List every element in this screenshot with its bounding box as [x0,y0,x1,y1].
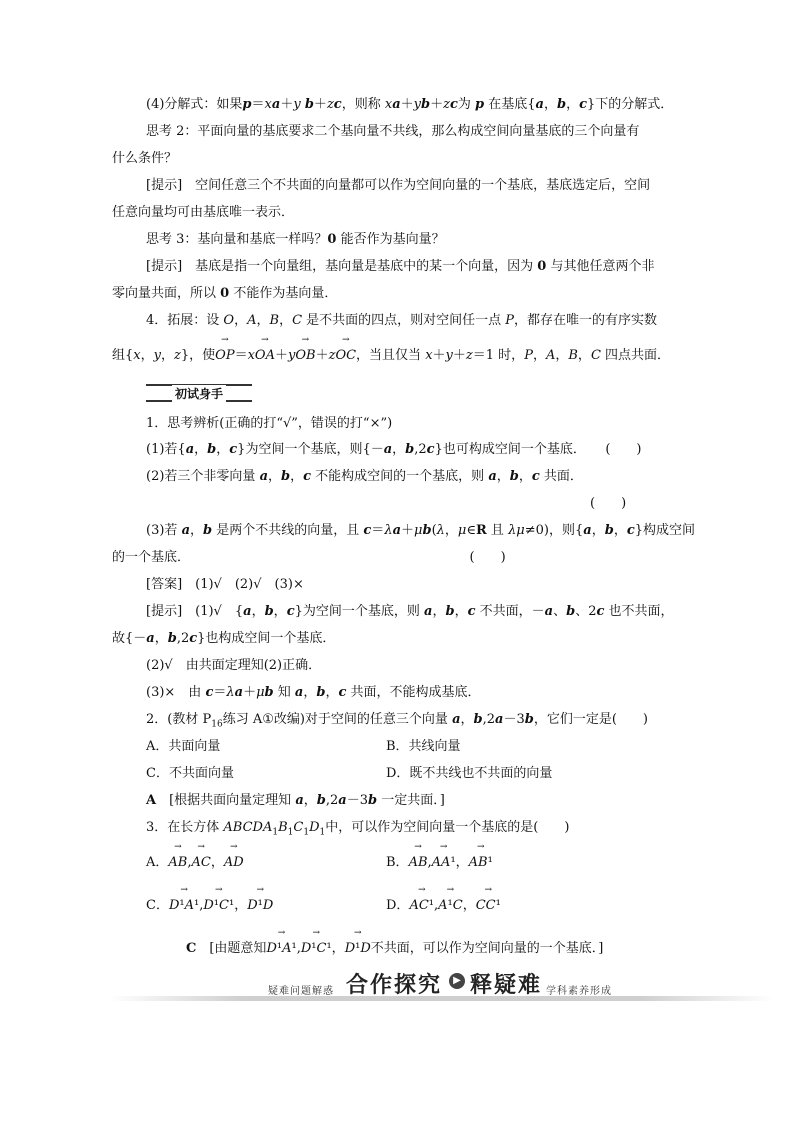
text-line-l18: [提示] (1)√ {a，b，c}为空间一个基底，则 a，b，c 不共面，－a、b、2c 也不共面， [146,604,674,619]
text-line-l25: C．不共面向量 [146,766,234,781]
text-line-l3: 什么条件？ [112,151,178,166]
text-line-l14: ( ) [590,496,627,511]
banner-arrow-icon: ▶ [449,973,465,989]
banner-right-caption: 学科素养形成 [546,986,612,997]
text-line-l12: (1)若{a，b，c}为空间一个基底，则{－a，b,2c}也可构成空间一个基底． ( ) [146,442,642,457]
text-line-l13: (2)若三个非零向量 a，b，c 不能构成空间的一个基底，则 a，b，c 共面． [146,469,583,484]
text-line-l9: 4．拓展：设 O，A，B，C 是不共面的四点，则对空间任一点 P，都存在唯一的有序实数 [146,313,658,328]
banner-left-caption: 疑难问题解惑 [268,986,334,997]
text-line-l17: [答案] (1)√ (2)√ (3)× [146,577,304,592]
text-line-l6: 思考 3：基向量和基底一样吗？0 能否作为基向量？ [146,232,445,247]
text-line-l16: 的一个基底． ( ) [112,550,506,565]
text-line-l7: [提示] 基底是指一个向量组，基向量是基底中的某一个向量，因为 0 与其他任意两个非 [146,259,655,274]
text-line-l28: 3．在长方体 $ABCDA_1B_1C_1D_1$中，可以作为空间向量一个基底的是( ) [146,820,570,838]
text-line-l20: (2)√ 由共面定理知(2)正确． [146,658,322,673]
text-line-l15: (3)若 a，b 是两个不共线的向量，且 c＝λa＋μb(λ，μ∈R 且 λμ≠0)，则{a，b，c}构成空间 [146,523,696,538]
text-line-l19: 故{－a，b,2c}也构成空间一个基底． [112,631,336,646]
text-line-l10: 组{x，y，z}，使→ OP＝x→ OA＋y→ OB＋z→ OC，当且仅当 x＋y＋z＝1 时，P，A，B，C 四点共面． [112,346,670,366]
text-line-l5: 任意向量均可由基底唯一表示． [112,205,295,220]
text-line-l22: 2．(教材 $P_{16}$练习 A①改编)对于空间的任意三个向量 a，b,2a－3b，它们一定是( ) [146,712,648,730]
text-line-l27: A [根据共面向量定理知 a，b,2a－3b 一定共面．] [146,793,445,808]
text-line-l23: A．共面向量 [146,739,221,754]
text-line-l33: C [由题意知→ D¹A¹,→ D¹C¹，→ D¹D不共面，可以作为空间向量的一个基底．] [186,939,603,959]
text-line-l30: B．→ AB,→ AA¹，→ AB¹ [386,853,493,873]
text-line-l24: B．共线向量 [386,739,461,754]
section-tag-first-try [146,384,252,402]
banner-title-part2: 释疑难 [470,973,543,998]
text-line-l2: 思考 2：平面向量的基底要求二个基向量不共线，那么构成空间向量基底的三个向量有 [146,124,640,139]
text-line-l4: [提示] 空间任意三个不共面的向量都可以作为空间向量的一个基底，基底选定后，空间 [146,178,651,193]
text-line-l21: (3)× 由 c＝λa＋μb 知 a，b，c 共面，不能构成基底． [146,685,481,700]
text-line-l8: 零向量共面，所以 0 不能作为基向量． [112,286,338,301]
text-line-l1: (4)分解式：如果p＝xa＋y b＋zc，则称 xa＋yb＋zc为 p 在基底{a，b，c}下的分解式． [146,97,674,112]
text-line-l32: D．→ AC¹,→ A¹C，→ CC¹ [386,896,501,916]
section-tag-label: 初试身手 [172,385,226,402]
text-line-l11: 1．思考辨析(正确的打“√”，错误的打“×”) [146,416,393,431]
banner-title-part1: 合作探究 [346,973,443,998]
text-line-l29: A．→ AB,→ AC，→ AD [146,853,244,873]
section-banner [110,970,774,1010]
text-line-l31: C．→ D¹A¹,→ D¹C¹，→ D¹D [146,896,273,916]
text-line-l26: D．既不共线也不共面的向量 [386,766,553,781]
